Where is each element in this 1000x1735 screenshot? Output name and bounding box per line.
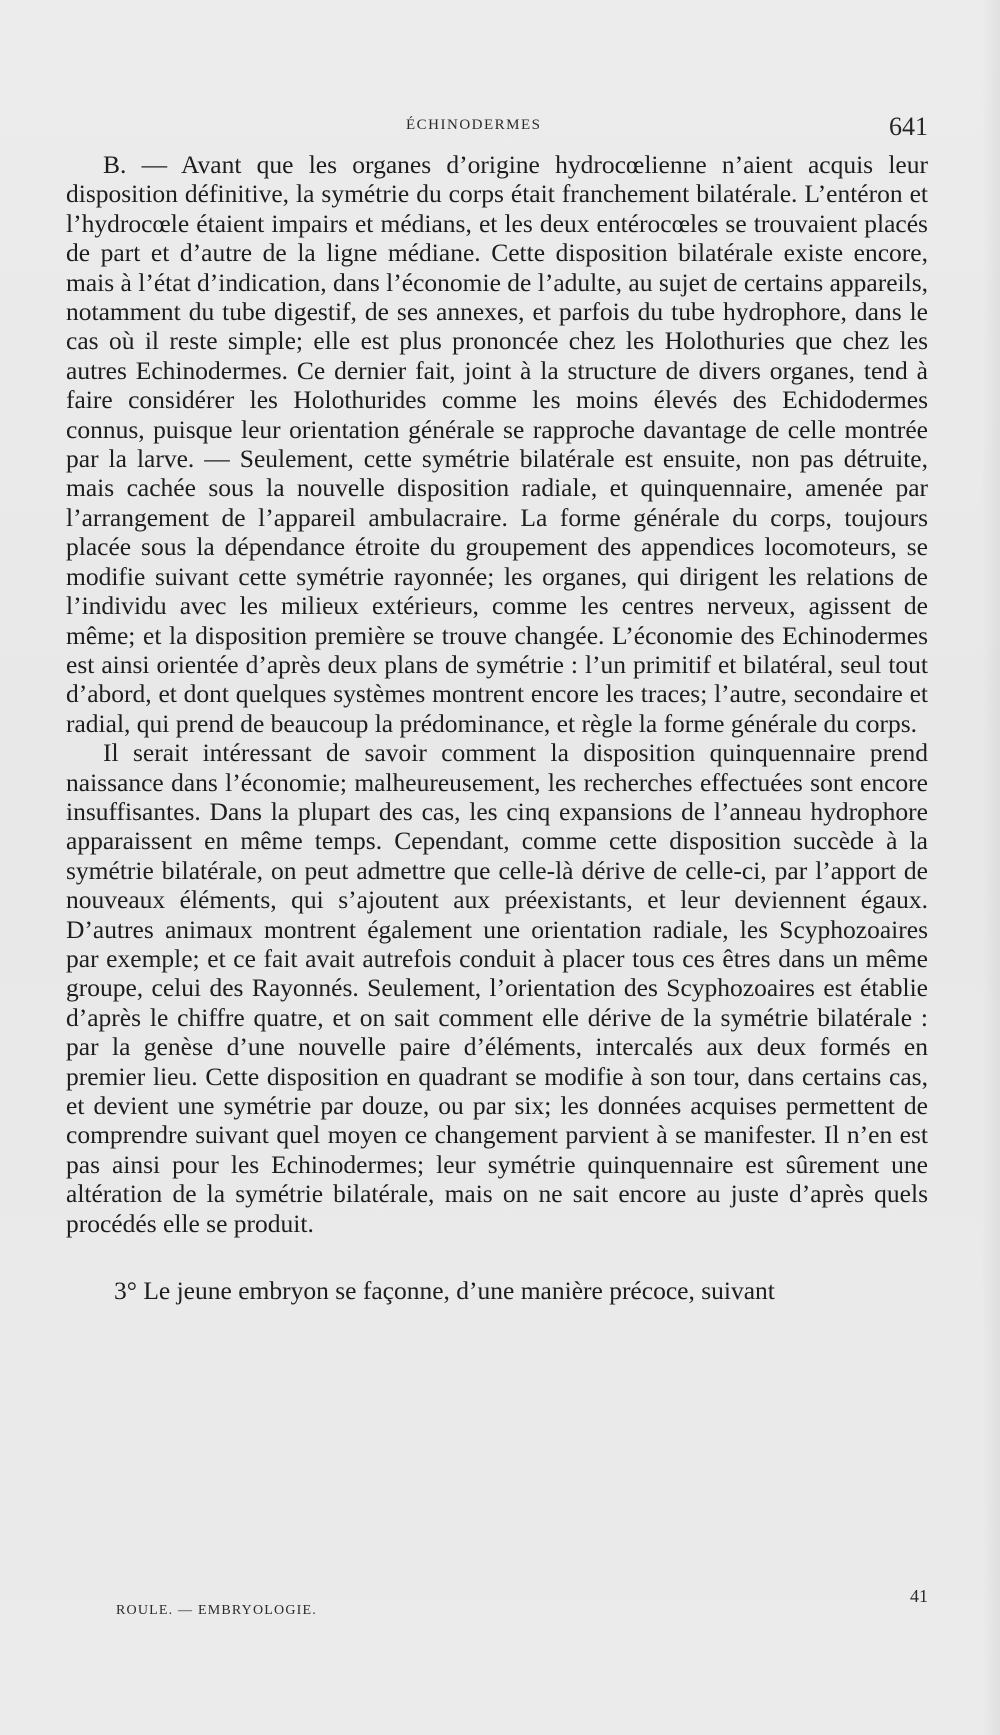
main-text [66, 150, 928, 1305]
chapter-title: ÉCHINODERMES [406, 117, 542, 133]
footer-author-title: ROULE. — EMBRYOLOGIE. [116, 1603, 317, 1618]
signature-number: 41 [910, 1586, 928, 1606]
running-header [66, 112, 928, 144]
page-footer [66, 1586, 928, 1631]
paragraph-quinquennial-origin: Il serait intéressant de savoir comment la disposition quinquennaire prend naissance dans l’économie; malheureusement, les recherches effectuées sont encore insuffisantes. Dans la plupart des cas, les cinq expansions de l’anneau hydrophore apparaissent en même temps. Cependant, comme cette disposition succède à la symétrie bilatérale, on peut admettre que celle-là dérive de celle-ci, par l’apport de nouveaux éléments, qui s’ajoutent aux préexistants, et leur deviennent égaux. D’autres animaux montrent également une orientation radiale, les Scyphozoaires par exemple; et ce fait avait autrefois conduit à placer tous ces êtres dans un même groupe, celui des Rayonnés. Seulement, l’orientation des Scyphozoaires est établie d’après le chiffre quatre, et on sait comment elle dérive de la symétrie bilatérale : par la genèse d’une nouvelle paire d’éléments, intercalés aux deux formés en premier lieu. Cette disposition en quadrant se modifie à son tour, dans certains cas, et devient une symétrie par douze, ou par six; les données acquises permettent de comprendre suivant quel moyen ce changement parvient à se manifester. Il n’en est pas ainsi pour les Echinodermes; leur symétrie quinquennaire est sûrement une altération de la symétrie bilatérale, mais on ne sait encore au juste d’après quels procédés elle se produit. [66, 738, 928, 1238]
page-edge-shadow [982, 0, 1000, 1735]
paragraph-embryo-section: 3° Le jeune embryon se façonne, d’une manière précoce, suivant [114, 1276, 775, 1306]
page-number: 641 [889, 112, 928, 141]
paragraph-symmetry-b: B. — Avant que les organes d’origine hydrocœlienne n’aient acquis leur disposition définitive, la symétrie du corps était franchement bilatérale. L’entéron et l’hydrocœle étaient impairs et médians, et les deux entérocœles se trouvaient placés de part et d’autre de la ligne médiane. Cette disposition bilatérale existe encore, mais à l’état d’indication, dans l’économie de l’adulte, au sujet de certains appareils, notamment du tube digestif, de ses annexes, et parfois du tube hydrophore, dans le cas où il reste simple; elle est plus prononcée chez les Holothuries que chez les autres Echinodermes. Ce dernier fait, joint à la structure de divers organes, tend à faire considérer les Holothurides comme les moins élevés des Echidodermes connus, puisque leur orientation générale se rapproche davantage de celle montrée par la larve. — Seulement, cette symétrie bilatérale est ensuite, non pas détruite, mais cachée sous la nouvelle disposition radiale, et quinquennaire, amenée par l’arrangement de l’appareil ambulacraire. La forme générale du corps, toujours placée sous la dépendance étroite du groupement des appendices locomoteurs, se modifie suivant cette symétrie rayonnée; les organes, qui dirigent les relations de l’individu avec les milieux extérieurs, comme les centres nerveux, agissent de même; et la disposition première se trouve changée. L’économie des Echinodermes est ainsi orientée d’après deux plans de symétrie : l’un primitif et bilatéral, seul tout d’abord, et dont quelques systèmes montrent encore les traces; l’autre, secondaire et radial, qui prend de beaucoup la prédominance, et règle la forme générale du corps. [66, 150, 928, 738]
